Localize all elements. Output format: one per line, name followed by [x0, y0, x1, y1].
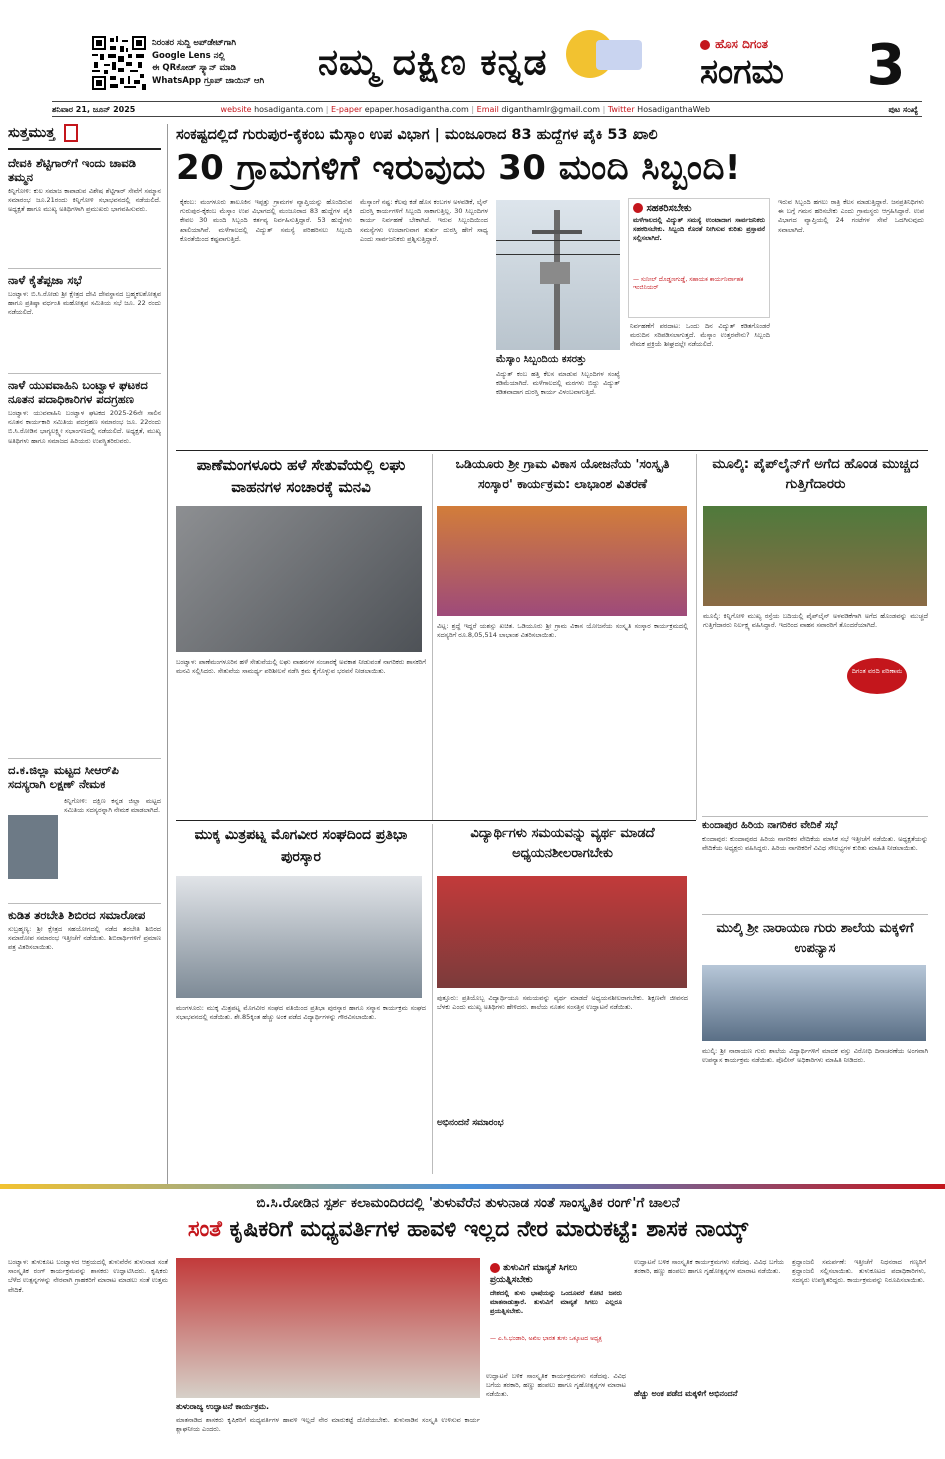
page-number: 3 — [866, 33, 906, 98]
lead-headline: 20 ಗ್ರಾಮಗಳಿಗೆ ಇರುವುದು 30 ಮಂದಿ ಸಿಬ್ಬಂದಿ! — [176, 148, 741, 188]
headline-highlight: ಸಂತೆ — [187, 1217, 222, 1242]
story-photo — [702, 965, 926, 1041]
side-box — [628, 198, 770, 318]
story-students — [432, 824, 688, 1174]
story-body: ಬಂಟ್ವಾಳ: ಪಾಣೆಮಂಗಳೂರಿನ ಹಳೆ ಸೇತುವೆಯಲ್ಲಿ ಲಘು ವಾಹನಗಳ ಸಂಚಾರಕ್ಕೆ ಅವಕಾಶ ನೀಡುವಂತೆ ನಾಗರಿಕರು ಶಾಸಕರಿಗೆ ಮನವಿ ಸಲ್ಲಿಸಿದರು. ಸೇತುವೆಯ ಸಾಮರ್ಥ್ಯ ಪರಿಶೀಲನೆ ನಡೆಸಿ ಕ್ರಮ ಕೈಗೊಳ್ಳುವ ಭರವಸೆ ನೀಡಲಾಯಿತು. — [176, 658, 426, 676]
badge-text: ದಿಗಂತ ವರದಿ ಪರಿಣಾಮ — [851, 667, 903, 675]
bottom-headline — [8, 1214, 928, 1246]
sidebar-header: ಸುತ್ತಮುತ್ತ — [8, 124, 161, 150]
qr-note-line: ಈ QRಕೋಡ್ ಸ್ಕ್ಯಾನ್ ಮಾಡಿ — [152, 63, 236, 73]
story-odiyuru — [432, 454, 688, 820]
qr-note — [152, 37, 312, 87]
sidebar-item — [8, 268, 161, 373]
qr-note-line: ನಿರಂತರ ಸುದ್ದಿ ಅಪ್‌ಡೇಟ್‌ಗಾಗಿ — [152, 38, 236, 48]
lead-kicker: ಸಂಕಷ್ಟದಲ್ಲಿದೆ ಗುರುಪುರ-ಕೈಕಂಬ ಮೆಸ್ಕಾಂ ಉಪ ವಿಭಾಗ | ಮಂಜೂರಾದ 83 ಹುದ್ದೆಗಳ ಪೈಕಿ 53 ಖಾಲಿ — [176, 127, 658, 143]
mescom-photo — [496, 200, 620, 350]
masthead — [0, 0, 945, 118]
sub-heading: ಹೆಚ್ಚು ಅಂಕ ಪಡೆದ ಮಕ್ಕಳಿಗೆ ಅಭಿನಂದನೆ — [634, 1389, 738, 1398]
story-headline: ಮುಲ್ಕಿ ಶ್ರೀ ನಾರಾಯಣ ಗುರು ಶಾಲೆಯ ಮಕ್ಕಳಿಗೆ ಉಪನ್ಯಾಸ — [716, 921, 914, 956]
photo-caption: ಮೆಸ್ಕಾಂ ಸಿಬ್ಬಂದಿಯ ಕಸರತ್ತು — [496, 354, 587, 365]
epaper-link[interactable]: E-paper epaper.hosadigantha.com — [330, 105, 469, 114]
sidebar — [8, 124, 168, 1184]
story-mukka — [176, 824, 426, 1174]
brand-logo — [700, 34, 860, 50]
story-mulki-school — [702, 914, 928, 1174]
sidebar-item-body: ಬಂಟ್ವಾಳ: ಯುವವಾಹಿನಿ ಬಂಟ್ವಾಳ ಘಟಕದ 2025-26ನೇ ಸಾಲಿನ ನೂತನ ಕಾರ್ಯಕಾರಿ ಸಮಿತಿಯ ಪದಗ್ರಹಣ ಸಮಾರಂಭ ಜೂ. 22ರಂದು ಬಿ.ಸಿ.ರೋಡಿನ ಭಾಗ್ಯಲಕ್ಷ್ಮೀ ಸಭಾಂಗಣದಲ್ಲಿ ನಡೆಯಲಿದೆ. ಅಧ್ಯಕ್ಷತೆ, ಮುಖ್ಯ ಅತಿಥಿಗಳು ಹಾಗೂ ಸಮಾಜದ ಹಿರಿಯರು ಉಪಸ್ಥಿತರಿರುವರು. — [8, 409, 161, 445]
story-photo — [176, 876, 422, 998]
lead-col2 — [360, 198, 488, 438]
lead-story — [176, 124, 928, 450]
website-link[interactable]: website hosadiganta.com — [220, 105, 324, 114]
story-body: ಪುತ್ತೂರು: ಪ್ರತಿಯೊಬ್ಬ ವಿದ್ಯಾರ್ಥಿಯೂ ಸಮಯವನ್ನು ವ್ಯರ್ಥ ಮಾಡದೆ ಅಧ್ಯಯನಶೀಲರಾಗಬೇಕು. ಶಿಕ್ಷಣವೇ ಜೀವನದ ಬೆಳಕು ಎಂದು ಮುಖ್ಯ ಅತಿಥಿಗಳು ಹೇಳಿದರು. ಶಾಲೆಯ ನೂತನ ಸಂಸತ್ತಿನ ಉದ್ಘಾಟನೆ ನಡೆಯಿತು. — [437, 994, 688, 1012]
story-photo — [176, 506, 422, 652]
story-photo — [437, 876, 687, 988]
book-icon — [64, 124, 78, 142]
color-band — [0, 1184, 945, 1189]
page-title: ನಮ್ಮ ದಕ್ಷಿಣ ಕನ್ನಡ — [318, 42, 548, 83]
photo-caption: ತುಳುರಾಜ್ಯ ಉದ್ಘಾಟನೆ ಕಾರ್ಯಕ್ರಮ. — [176, 1402, 270, 1411]
story-body: ವಿಟ್ಲ: ಶ್ರದ್ಧೆ ಇದ್ದರೆ ಯಶಸ್ಸು ಖಚಿತ. ಒಡಿಯೂರು ಶ್ರೀ ಗ್ರಾಮ ವಿಕಾಸ ಯೋಜನೆಯ ಸಂಸ್ಕೃತಿ ಸಂಸ್ಕಾರ ಕಾರ್ಯಕ್ರಮದಲ್ಲಿ ಸದಸ್ಯರಿಗೆ ರೂ.8,05,514 ಲಾಭಾಂಶ ವಿತರಿಸಲಾಯಿತು. — [437, 622, 688, 640]
pages-label: ಪುಟ ಸಂಖ್ಯೆ — [888, 105, 918, 114]
lead-body: ಇರುವ ಸಿಬ್ಬಂದಿ ಹಗಲು ರಾತ್ರಿ ಕೆಲಸ ಮಾಡುತ್ತಿದ್ದಾರೆ. ಜನಪ್ರತಿನಿಧಿಗಳು ಈ ಬಗ್ಗೆ ಗಮನ ಹರಿಸಬೇಕು ಎಂದು ಗ್ರಾಮಸ್ಥರು ಆಗ್ರಹಿಸಿದ್ದಾರೆ. ಉಪ ವಿಭಾಗದ ವ್ಯಾಪ್ತಿಯಲ್ಲಿ 24 ಗಂಟೆಗಳ ಸೇವೆ ಒದಗಿಸುವುದು ಸವಾಲಾಗಿದೆ. — [778, 198, 924, 234]
bottom-body: ಉದ್ಘಾಟನೆ ಬಳಿಕ ಸಾಂಸ್ಕೃತಿಕ ಕಾರ್ಯಕ್ರಮಗಳು ನಡೆದವು. ವಿವಿಧ ಬಗೆಯ ತರಕಾರಿ, ಹಣ್ಣು ಹಂಪಲು ಹಾಗೂ ಗೃಹೋತ್ಪನ್ನಗಳ ಮಾರಾಟ ನಡೆಯಿತು. — [486, 1372, 626, 1399]
sidebar-item-body: ಕಿನ್ನಿಗೋಳಿ: ಕುಲ ಸಮಾಜ ಕಾಪಾಡುವ ವಿಶೇಷ ಶೆಟ್ಟಿಗಾರ್ ಸೇವೆಗೆ ಸಮ್ಮಾನ ಸಮಾರಂಭ ಜೂ.21ರಂದು ಕಿನ್ನಿಗೋಳಿ ಸಭಾಭವನದಲ್ಲಿ ನಡೆಯಲಿದೆ. ಅಧ್ಯಕ್ಷತೆ ಹಾಗೂ ಮುಖ್ಯ ಅತಿಥಿಗಳಾಗಿ ಪ್ರಮುಖರು ಭಾಗವಹಿಸುವರು. — [8, 187, 161, 214]
issue-date: ಶನಿವಾರ 21, ಜೂನ್ 2025 — [52, 105, 136, 114]
quote-box — [486, 1258, 626, 1368]
quote-body: ದೇಶದಲ್ಲಿ ತುಳು ಭಾಷೆಯನ್ನು ಒಂದೂವರೆ ಕೋಟಿ ಜನರು ಮಾತನಾಡುತ್ತಾರೆ. ತುಳುವಿಗೆ ಮಾನ್ಯತೆ ಸಿಗಲು ಎಲ್ಲರೂ ಪ್ರಯತ್ನಿಸಬೇಕು. — [490, 1289, 622, 1316]
brand-dot-icon — [700, 40, 710, 50]
photo-caption-body: ವಿದ್ಯುತ್ ಕಂಬ ಹತ್ತಿ ಕೆಲಸ ಮಾಡುವ ಸಿಬ್ಬಂದಿಗಳ ಸಂಖ್ಯೆ ಕಡಿಮೆಯಾಗಿದೆ. ಮಳೆಗಾಲದಲ್ಲಿ ಮರಗಳು ಬಿದ್ದು ವಿದ್ಯುತ್ ಕಡಿತವಾದಾಗ ದುರಸ್ತಿ ಕಾರ್ಯ ವಿಳಂಬವಾಗುತ್ತಿದೆ. — [496, 370, 620, 397]
badge — [847, 658, 907, 694]
story-photo — [703, 506, 927, 606]
divider — [176, 820, 696, 821]
story-headline: ಪಾಣೆಮಂಗಳೂರು ಹಳೆ ಸೇತುವೆಯಲ್ಲಿ ಲಘು ವಾಹನಗಳ ಸಂಚಾರಕ್ಕೆ ಮನವಿ — [196, 456, 406, 496]
story-headline: ಮೂಲ್ಕಿ: ಪೈಪ್‌ಲೈನ್‌ಗೆ ಅಗೆದ ಹೊಂಡ ಮುಚ್ಚದ ಗುತ್ತಿಗೆದಾರರು — [712, 456, 919, 492]
story-headline: ಒಡಿಯೂರು ಶ್ರೀ ಗ್ರಾಮ ವಿಕಾಸ ಯೋಜನೆಯ 'ಸಂಸ್ಕೃತಿ ಸಂಸ್ಕಾರ' ಕಾರ್ಯಕ್ರಮ: ಲಾಭಾಂಶ ವಿತರಣೆ — [455, 456, 670, 491]
qr-note-line: Google Lens ನಲ್ಲಿ — [152, 50, 225, 61]
bottom-body: ಮಾತನಾಡಿದ ಶಾಸಕರು ಕೃಷಿಕರಿಗೆ ಮಧ್ಯವರ್ತಿಗಳ ಹಾವಳಿ ಇಲ್ಲದೆ ನೇರ ಮಾರುಕಟ್ಟೆ ದೊರೆಯಬೇಕು. ತುಳುನಾಡಿನ ಸಂಸ್ಕೃತಿ ಉಳಿಸುವ ಕಾರ್ಯ ಶ್ಲಾಘನೀಯ ಎಂದರು. — [176, 1416, 480, 1434]
quote-dot-icon — [633, 203, 643, 213]
bottom-photo — [176, 1258, 480, 1398]
sidebar-item-title: ದ.ಕ.ಜಿಲ್ಲಾ ಮಟ್ಟದ ಸೀಆರ್‌ಪಿ ಸದಸ್ಯರಾಗಿ ಲಕ್ಷಣ್ ನೇಮಕ — [8, 763, 119, 791]
sidebar-item-body: ಸುಬ್ರಹ್ಮಣ್ಯ: ಶ್ರೀ ಕ್ಷೇತ್ರದ ಸಹಯೋಗದಲ್ಲಿ ನಡೆದ ತರಬೇತಿ ಶಿಬಿರದ ಸಮಾರೋಪ ಸಮಾರಂಭ ಇತ್ತೀಚೆಗೆ ನಡೆಯಿತು. ಶಿಬಿರಾರ್ಥಿಗಳಿಗೆ ಪ್ರಮಾಣ ಪತ್ರ ವಿತರಿಸಲಾಯಿತು. — [8, 925, 161, 952]
bottom-body: ಶ್ರದ್ಧಾಂಜಲಿ ಸಮರ್ಪಣೆ: ಇತ್ತೀಚೆಗೆ ನಿಧನರಾದ ಗಣ್ಯರಿಗೆ ಶ್ರದ್ಧಾಂಜಲಿ ಸಲ್ಲಿಸಲಾಯಿತು. ತುಳುಕೂಟದ ಪದಾಧಿಕಾರಿಗಳು, ಸದಸ್ಯರು ಉಪಸ್ಥಿತರಿದ್ದರು. ಕಾರ್ಯಕ್ರಮವನ್ನು ನಿರೂಪಿಸಲಾಯಿತು. — [792, 1258, 926, 1285]
sidebar-item — [8, 903, 161, 1188]
side-box-credit: — ಸುನೀಲ್ ದೊಡ್ಡಣಗುಡ್ಡೆ, ಸಹಾಯಕ ಕಾರ್ಯನಿರ್ವಾಹಕ ಇಂಜಿನಿಯರ್ — [633, 276, 744, 291]
sidebar-item-title: ನಾಳೆ ಕೈತೆಪ್ಪಜಾ ಸಭೆ — [8, 273, 82, 287]
story-kundapura — [702, 816, 928, 910]
brand-small: ಹೊಸ ದಿಗಂತ — [715, 37, 769, 51]
story-body: ಮುಲ್ಕಿ: ಶ್ರೀ ನಾರಾಯಣ ಗುರು ಶಾಲೆಯ ವಿದ್ಯಾರ್ಥಿಗಳಿಗೆ ಮಾದಕ ವಸ್ತು ವಿರೋಧಿ ದಿನಾಚರಣೆಯ ಅಂಗವಾಗಿ ಉಪನ್ಯಾಸ ಕಾರ್ಯಕ್ರಮ ನಡೆಯಿತು. ಪೊಲೀಸ್ ಅಧಿಕಾರಿಗಳು ಮಾಹಿತಿ ನೀಡಿದರು. — [702, 1047, 928, 1065]
headline-text: ಕೃಷಿಕರಿಗೆ ಮಧ್ಯವರ್ತಿಗಳ ಹಾವಳಿ ಇಲ್ಲದ ನೇರ ಮಾರುಕಟ್ಟೆ: ಶಾಸಕ ನಾಯ್ಕ್ — [229, 1217, 749, 1242]
sidebar-item-title: ನಾಳೆ ಯುವವಾಹಿನಿ ಬಂಟ್ವಾಳ ಘಟಕದ ನೂತನ ಪದಾಧಿಕಾರಿಗಳ ಪದಗ್ರಹಣ — [8, 378, 148, 406]
quote-credit: — ಎ.ಸಿ.ಭಂಡಾರಿ, ಅಖಿಲ ಭಾರತ ತುಳು ಒಕ್ಕೂಟದ ಅಧ್ಯಕ್ಷ — [490, 1335, 602, 1342]
bottom-col5 — [634, 1258, 784, 1450]
sidebar-item — [8, 758, 161, 903]
story-body: ಮಂಗಳೂರು: ಮುಕ್ಕ ಮಿತ್ರಪಟ್ನ ಮೊಗವೀರ ಸಂಘದ ವತಿಯಿಂದ ಪ್ರತಿಭಾ ಪುರಸ್ಕಾರ ಹಾಗೂ ಸನ್ಮಾನ ಕಾರ್ಯಕ್ರಮ ಸಂಘದ ಸಭಾಭವನದಲ್ಲಿ ನಡೆಯಿತು. ಶೇ.85ಕ್ಕಿಂತ ಹೆಚ್ಚು ಅಂಕ ಪಡೆದ ವಿದ್ಯಾರ್ಥಿಗಳನ್ನು ಗೌರವಿಸಲಾಯಿತು. — [176, 1004, 426, 1022]
bottom-body: ಉದ್ಘಾಟನೆ ಬಳಿಕ ಸಾಂಸ್ಕೃತಿಕ ಕಾರ್ಯಕ್ರಮಗಳು ನಡೆದವು. ವಿವಿಧ ಬಗೆಯ ತರಕಾರಿ, ಹಣ್ಣು ಹಂಪಲು ಹಾಗೂ ಗೃಹೋತ್ಪನ್ನಗಳ ಮಾರಾಟ ನಡೆಯಿತು. — [634, 1258, 784, 1276]
divider — [176, 450, 928, 451]
story-headline: ಕುಂದಾಪುರ ಹಿರಿಯ ನಾಗರಿಕರ ವೇದಿಕೆ ಸಭೆ — [702, 820, 838, 831]
story-mulki-pipeline — [696, 454, 928, 820]
sidebar-item — [8, 373, 161, 758]
story-body: ಮೂಲ್ಕಿ: ಕಿನ್ನಿಗೋಳಿ ಮುಖ್ಯ ರಸ್ತೆಯ ಬದಿಯಲ್ಲಿ ಪೈಪ್‌ಲೈನ್ ಅಳವಡಿಕೆಗಾಗಿ ಅಗೆದ ಹೊಂಡವನ್ನು ಮುಚ್ಚದೆ ಗುತ್ತಿಗೆದಾರರು ನಿರ್ಲಕ್ಷ್ಯ ವಹಿಸಿದ್ದಾರೆ. ಇದರಿಂದ ವಾಹನ ಸವಾರರಿಗೆ ತೊಂದರೆಯಾಗಿದೆ. — [703, 612, 928, 630]
story-panemangaluru — [176, 454, 426, 820]
side-box-body: ಮಳೆಗಾಲದಲ್ಲಿ ವಿದ್ಯುತ್ ಸಮಸ್ಯೆ ಉಂಟಾದಾಗ ಸಾರ್ವಜನಿಕರು ಸಹಕರಿಸಬೇಕು. ಸಿಬ್ಬಂದಿ ಕೊರತೆ ನೀಗಿಸುವ ಕುರಿತು ಪ್ರಸ್ತಾವನೆ ಸಲ್ಲಿಸಲಾಗಿದೆ. — [633, 216, 765, 243]
qr-code-icon[interactable] — [92, 36, 146, 90]
quote-dot-icon — [490, 1263, 500, 1273]
story-photo — [437, 506, 687, 616]
sidebar-item — [8, 156, 161, 268]
bottom-kicker: ಬಿ.ಸಿ.ರೋಡಿನ ಸ್ಪರ್ಶ ಕಲಾಮಂದಿರದಲ್ಲಿ 'ತುಳುವೆರೆನ ತುಳುನಾಡ ಸಂತೆ ಸಾಂಸ್ಕೃತಿಕ ರಂಗ್'ಗೆ ಚಾಲನೆ — [256, 1195, 680, 1211]
quote-title: ತುಳುವಿಗೆ ಮಾನ್ಯತೆ ಸಿಗಲು ಪ್ರಯತ್ನಿಸಬೇಕು — [490, 1263, 578, 1285]
bottom-body: ಬಂಟ್ವಾಳ: ತುಳುಕೂಟ ಬಂಟ್ವಾಳದ ಆಶ್ರಯದಲ್ಲಿ ತುಳುವೆರೆನ ತುಳುನಾಡ ಸಂತೆ ಸಾಂಸ್ಕೃತಿಕ ರಂಗ್ ಕಾರ್ಯಕ್ರಮವನ್ನು ಶಾಸಕರು ಉದ್ಘಾಟಿಸಿದರು. ಕೃಷಿಕರು ಬೆಳೆದ ಉತ್ಪನ್ನಗಳನ್ನು ನೇರವಾಗಿ ಗ್ರಾಹಕರಿಗೆ ಮಾರಾಟ ಮಾಡಲು ಸಂತೆ ಉತ್ತಮ ವೇದಿಕೆ. — [8, 1258, 168, 1294]
lead-body: ನಿರ್ವಹಣೆಗೆ ಪರದಾಟ: ಒಂದು ದಿನ ವಿದ್ಯುತ್ ಕಡಿತಗೊಂಡರೆ ಮರುದಿನ ಸರಿಪಡಿಸಲಾಗುತ್ತದೆ. ಮೆಸ್ಕಾಂ ಉತ್ತರವೇನು? ಸಿಬ್ಬಂದಿ ನೇಮಕ ಪ್ರಕ್ರಿಯೆ ಶೀಘ್ರದಲ್ಲೇ ನಡೆಯಲಿದೆ. — [630, 322, 770, 349]
info-bar: ಶನಿವಾರ 21, ಜೂನ್ 2025 website hosadiganta.com | E-paper epaper.hosadigantha.com | Email diganthamlr@gmail.com | Twitter HosadiganthaWeb ಪುಟ ಸಂಖ್ಯೆ — [52, 101, 922, 117]
story-headline: ವಿದ್ಯಾರ್ಥಿಗಳು ಸಮಯವನ್ನು ವ್ಯರ್ಥ ಮಾಡದೆ ಅಧ್ಯಯನಶೀಲರಾಗಬೇಕು — [470, 826, 655, 861]
person-photo — [8, 815, 58, 879]
sidebar-item-body: ಬಂಟ್ವಾಳ: ಬಿ.ಸಿ.ರೋಡು ಶ್ರೀ ಕ್ಷೇತ್ರದ ದೇವಿ ದೇವಸ್ಥಾನದ ಬ್ರಹ್ಮಕಲಶೋತ್ಸವ ಹಾಗೂ ಪ್ರತಿಷ್ಠಾ ವರ್ಧಂತಿ ಮಹೋತ್ಸವ ಸಮಿತಿಯ ಸಭೆ ಜೂ. 22 ರಂದು ನಡೆಯಲಿದೆ. — [8, 290, 161, 317]
sidebar-item-title: ಕುಡಿತ ತರಬೇತಿ ಶಿಬಿರದ ಸಮಾರೋಪ — [8, 908, 146, 922]
bottom-story — [8, 1192, 928, 1454]
twitter-link[interactable]: Twitter HosadiganthaWeb — [607, 105, 711, 114]
sidebar-item-title: ದೇವಕಿ ಶೆಟ್ಟಿಗಾರ್‌ಗೆ ಇಂದು ಚಾವಡಿ ತಮ್ಮನ — [8, 156, 137, 184]
lead-body: ಕೈಕಂಬ: ಮಂಗಳೂರು ತಾಲೂಕಿನ ಇಪ್ಪತ್ತು ಗ್ರಾಮಗಳ ವ್ಯಾಪ್ತಿಯನ್ನು ಹೊಂದಿರುವ ಗುರುಪುರ-ಕೈಕಂಬ ಮೆಸ್ಕಾಂ ಉಪ ವಿಭಾಗದಲ್ಲಿ ಮಂಜೂರಾದ 83 ಹುದ್ದೆಗಳ ಪೈಕಿ ಕೇವಲ 30 ಮಂದಿ ಸಿಬ್ಬಂದಿ ಕರ್ತವ್ಯ ನಿರ್ವಹಿಸುತ್ತಿದ್ದಾರೆ. 53 ಹುದ್ದೆಗಳು ಖಾಲಿಯಾಗಿವೆ. ಮಳೆಗಾಲದಲ್ಲಿ ವಿದ್ಯುತ್ ಸಮಸ್ಯೆ ಪರಿಹರಿಸಲು ಸಿಬ್ಬಂದಿ ಕೊರತೆಯಿಂದ ಕಷ್ಟವಾಗುತ್ತಿದೆ. — [180, 198, 352, 243]
side-box-title: ಸಹಕರಿಸಬೇಕು — [633, 203, 765, 214]
lead-body: ಮೆಸ್ಕಾಂಗೆ ನಷ್ಟ: ಕೆಲವು ಕಡೆ ಹೊಸ ಕಂಬಗಳ ಅಳವಡಿಕೆ, ಲೈನ್ ದುರಸ್ತಿ ಕಾರ್ಯಗಳಿಗೆ ಸಿಬ್ಬಂದಿ ಸಾಕಾಗುತ್ತಿಲ್ಲ. 30 ಸಿಬ್ಬಂದಿಗಳ ಕಾರ್ಯ ನಿರ್ವಹಣೆ ಬೇಕಾಗಿದೆ. ಇರುವ ಸಿಬ್ಬಂದಿಯಿಂದ ಸಮಸ್ಯೆಗಳು ಉಂಟಾಗುವಾಗ ತುರ್ತು ದುರಸ್ತಿ ಹೇಗೆ ಸಾಧ್ಯ ಎಂದು ಸಾರ್ವಜನಿಕರು ಪ್ರಶ್ನಿಸುತ್ತಿದ್ದಾರೆ. — [360, 198, 488, 243]
sub-heading: ಅಭಿನಂದನೆ ಸಮಾರಂಭ — [437, 1118, 504, 1128]
email-link[interactable]: Email diganthamlr@gmail.com — [476, 105, 601, 114]
brand-name: ಸಂಗಮ — [700, 52, 784, 92]
qr-note-line: WhatsApp ಗ್ರೂಪ್ ಜಾಯಿನ್ ಆಗಿ — [152, 75, 265, 86]
story-body: ಕುಂದಾಪುರ: ಕುಂದಾಪುರದ ಹಿರಿಯ ನಾಗರಿಕರ ವೇದಿಕೆಯ ಮಾಸಿಕ ಸಭೆ ಇತ್ತೀಚೆಗೆ ನಡೆಯಿತು. ಅಧ್ಯಕ್ಷತೆಯನ್ನು ವೇದಿಕೆಯ ಅಧ್ಯಕ್ಷರು ವಹಿಸಿದ್ದರು. ಹಿರಿಯ ನಾಗರಿಕರಿಗೆ ವಿವಿಧ ಸೌಲಭ್ಯಗಳ ಕುರಿತು ಮಾಹಿತಿ ನೀಡಲಾಯಿತು. — [702, 835, 928, 853]
story-headline: ಮುಕ್ಕ ಮಿತ್ರಪಟ್ನ ಮೊಗವೀರ ಸಂಘದಿಂದ ಪ್ರತಿಭಾ ಪುರಸ್ಕಾರ — [194, 827, 408, 865]
sidebar-item-body: ಕಿನ್ನಿಗೋಳಿ: ದಕ್ಷಿಣ ಕನ್ನಡ ಜಿಲ್ಲಾ ಮಟ್ಟದ ಸಮಿತಿಯ ಸದಸ್ಯರನ್ನಾಗಿ ನೇಮಕ ಮಾಡಲಾಗಿದೆ. — [64, 797, 161, 815]
